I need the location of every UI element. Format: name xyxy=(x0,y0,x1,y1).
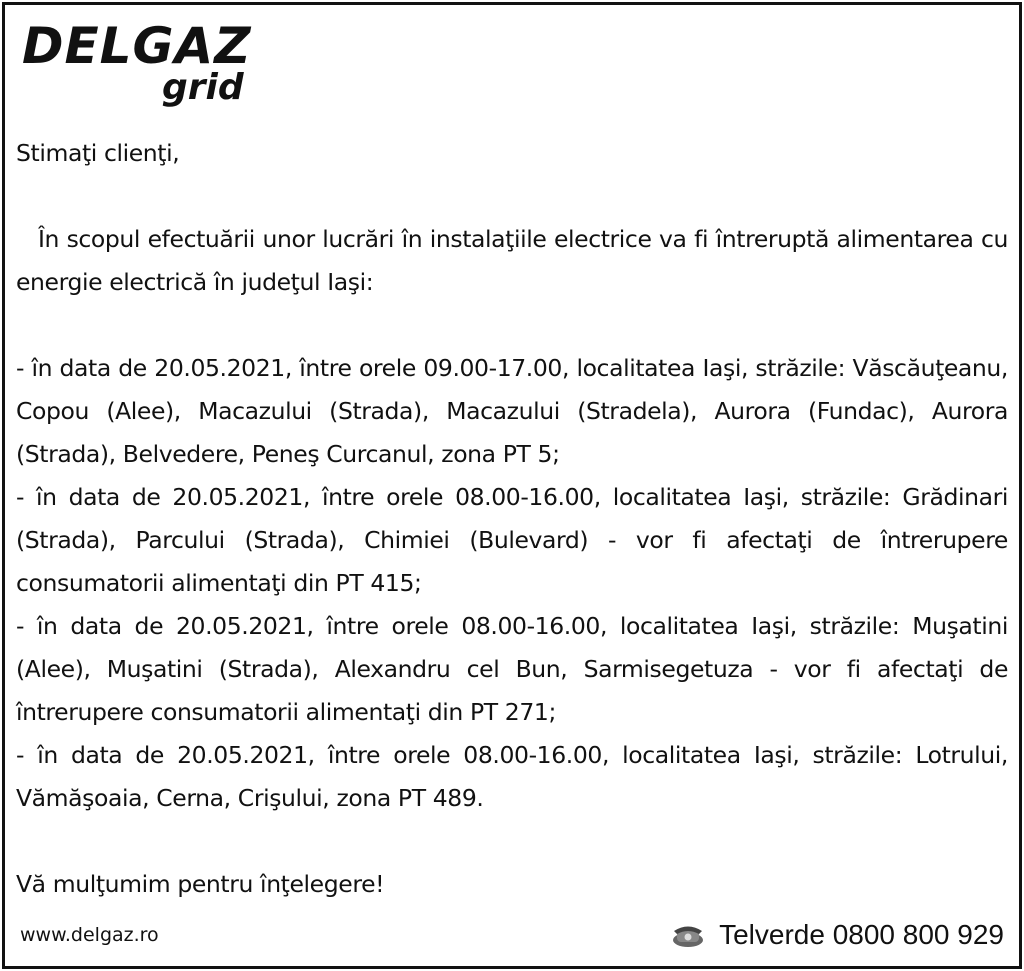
notice-body xyxy=(16,132,1008,906)
website-link[interactable]: www.delgaz.ro xyxy=(20,924,159,946)
outage-item: - în data de 20.05.2021, între orele 09.00-17.00, localitatea Iaşi, străzile: Văscăuţeanu, Copou (Alee), Macazului (Strada), Macazului (Stradela), Aurora (Fundac), Aurora (Strada), Belvedere, Peneş Curcanul, zona PT 5; xyxy=(16,354,1008,468)
phone-contact xyxy=(671,918,1004,952)
phone-icon xyxy=(671,922,705,948)
outage-item: - în data de 20.05.2021, între orele 08.00-16.00, localitatea Iaşi, străzile: Grădinari (Strada), Parcului (Strada), Chimiei (Bulevard) - vor fi afectaţi de întrerupere consumatorii alimentaţi din PT 415; xyxy=(16,483,1008,597)
spacer xyxy=(16,175,1008,218)
spacer xyxy=(16,304,1008,347)
outage-item: - în data de 20.05.2021, între orele 08.00-16.00, localitatea Iaşi, străzile: Muşatini (Alee), Muşatini (Strada), Alexandru cel Bun, Sarmisegetuza - vor fi afectaţi de întrerupere consumatorii alimentaţi din PT 271; xyxy=(16,612,1008,726)
closing-line: Vă mulţumim pentru înţelegere! xyxy=(16,870,385,898)
phone-number: Telverde 0800 800 929 xyxy=(719,919,1004,950)
outage-item: - în data de 20.05.2021, între orele 08.00-16.00, localitatea Iaşi, străzile: Lotrului, Vămăşoaia, Cerna, Crişului, zona PT 489. xyxy=(16,741,1008,812)
intro-paragraph: În scopul efectuării unor lucrări în instalaţiile electrice va fi întreruptă alimentarea cu energie electrică în judeţul Iaşi: xyxy=(16,225,1008,296)
logo-sub-text: grid xyxy=(162,67,244,108)
greeting: Stimaţi clienţi, xyxy=(16,139,180,167)
logo-main-text: DELGAZ xyxy=(22,17,252,75)
delgaz-logo xyxy=(22,18,262,110)
spacer xyxy=(16,820,1008,863)
